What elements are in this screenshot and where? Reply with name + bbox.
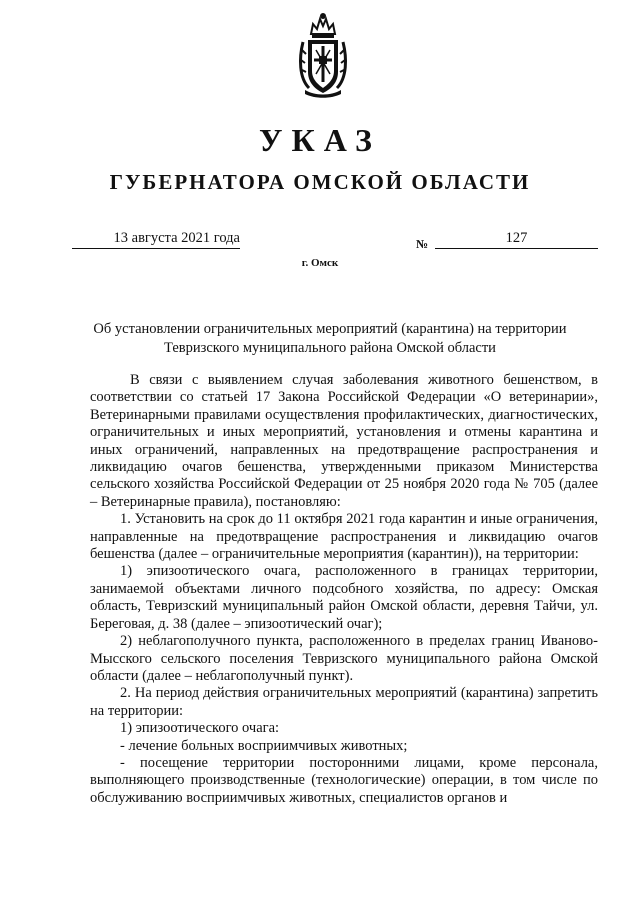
- paragraph-subitem-2-1: 1) эпизоотического очага:: [120, 720, 280, 737]
- document-title: Об установлении ограничительных мероприятий (карантина) на территории Тевризского муниципального района Омской области: [93, 321, 567, 356]
- document-date: 13 августа 2021 года: [72, 230, 240, 249]
- city-label: г. Омск: [301, 257, 339, 269]
- paragraph-subitem-1-1: 1) эпизоотического очага, расположенного в границах территории, занимаемой объектами личного подсобного хозяйства, по адресу: Омская область, Тевризский муниципальный район Омской области, деревня Тайчи, ул. Береговая, д. 38 (далее – эпизоотический очаг);: [90, 563, 598, 632]
- paragraph-preamble: В связи с выявлением случая заболевания животного бешенством, в соответствии со статьей 17 Закона Российской Федерации «О ветеринарии», Ветеринарными правилами осуществления профилактических, диагностических, ограничительных и иных мероприятий, установления и отмены карантина и иных ограничений, направленных на предотвращение распространения и ликвидацию очагов бешенства, утвержденными приказом Министерства сельского хозяйства Российской Федерации от 25 ноября 2020 года № 705 (далее – Ветеринарные правила), постановляю:: [90, 372, 598, 510]
- document-type-title: УКАЗ: [259, 122, 381, 158]
- number-sign: №: [416, 237, 429, 251]
- document-body: [90, 372, 598, 807]
- paragraph-item-1: 1. Установить на срок до 11 октября 2021 года карантин и иные ограничения, направленные на предотвращение распространения и ликвидацию очагов бешенства (далее – ограничительные мероприятия (карантин)), на территории:: [90, 511, 598, 563]
- omsk-coat-of-arms-icon: [297, 10, 349, 98]
- issuer-title: ГУБЕРНАТОРА ОМСКОЙ ОБЛАСТИ: [109, 170, 531, 194]
- paragraph-subitem-1-2: 2) неблагополучного пункта, расположенного в пределах границ Иваново-Мысского сельского поселения Тевризского муниципального района Омской области (далее – неблагополучный пункт).: [90, 633, 598, 684]
- paragraph-dash-2: - посещение территории посторонними лицами, кроме персонала, выполняющего производственные (технологические) операции, в том числе по обслуживанию восприимчивых животных, специалистов органов и: [90, 754, 598, 806]
- document-number: 127: [435, 230, 598, 249]
- paragraph-dash-1: - лечение больных восприимчивых животных;: [120, 737, 408, 754]
- paragraph-item-2: 2. На период действия ограничительных мероприятий (карантина) запретить на территории:: [90, 685, 598, 719]
